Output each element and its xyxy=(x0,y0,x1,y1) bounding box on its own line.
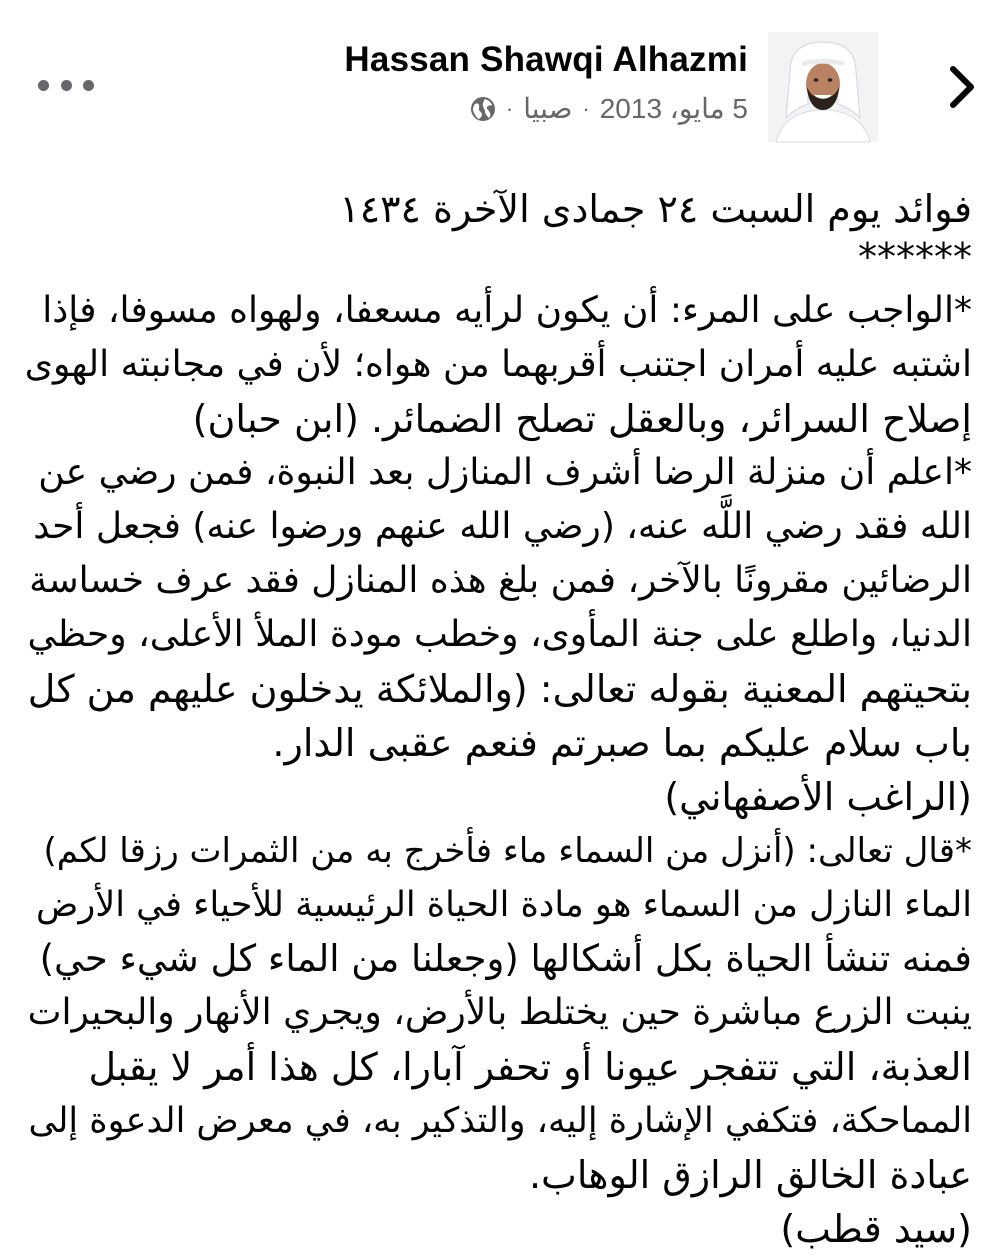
post-header xyxy=(0,0,1006,160)
more-dots-icon xyxy=(38,80,49,91)
post-line: فوائد يوم السبت ٢٤ جمادى الآخرة ١٤٣٤ xyxy=(339,187,972,231)
post-line: *الواجب على المرء: أن يكون لرأيه مسعفا، ولهواه مسوفا، فإذا xyxy=(42,290,972,331)
post-line: الرضائين مقرونًا بالآخر، فمن بلغ هذه المنازل فقد عرف خساسة xyxy=(29,560,972,601)
avatar[interactable] xyxy=(768,32,878,142)
globe-icon xyxy=(470,96,496,122)
post-line: (سيد قطب) xyxy=(780,1207,972,1251)
chevron-right-icon xyxy=(947,65,977,109)
post-line: ****** xyxy=(858,235,972,279)
profile-photo xyxy=(768,32,878,142)
post-line: باب سلام عليكم بما صبرتم فنعم عقبى الدار. xyxy=(272,721,972,765)
post-line: الدنيا، واطلع على جنة المأوى، وخطب مودة الملأ الأعلى، وحظي xyxy=(27,614,972,655)
post-line: بتحيتهم المعنية بقوله تعالى: (والملائكة يدخلون عليهم من كل xyxy=(27,667,972,711)
post-line: (الراغب الأصفهاني) xyxy=(664,775,972,819)
post-line: فمنه تنشأ الحياة بكل أشكالها (وجعلنا من الماء كل شيء حي) xyxy=(39,937,972,980)
post-line: الماء النازل من السماء هو مادة الحياة الرئيسية للأحياء في الأرض xyxy=(36,885,972,925)
post-date[interactable]: 5 مايو، 2013 xyxy=(599,93,748,124)
post-line: ينبت الزرع مباشرة حين يختلط بالأرض، ويجري الأنهار والبحيرات xyxy=(27,992,972,1033)
post-line: الله فقد رضي اللَّه عنه، (رضي الله عنهم ورضوا عنه) فجعل أحد xyxy=(33,506,972,547)
post-line: العذبة، التي تتفجر عيونا أو تحفر آبارا، كل هذا أمر لا يقبل xyxy=(88,1045,972,1089)
post-line: اشتبه عليه أمران اجتنب أقربهما من هواه؛ لأن في مجانبته الهوى xyxy=(24,344,972,385)
post-meta xyxy=(470,92,748,125)
post-line: *اعلم أن منزلة الرضا أشرف المنازل بعد النبوة، فمن رضي عن xyxy=(38,452,972,493)
separator-dot: · xyxy=(505,95,514,121)
separator-dot: · xyxy=(582,95,590,121)
post-line: إصلاح السرائر، وبالعقل تصلح الضمائر. (ابن حبان) xyxy=(192,397,972,441)
post-location: صبيا xyxy=(523,93,573,124)
more-options-button[interactable] xyxy=(38,70,94,100)
post-line: عبادة الخالق الرازق الوهاب. xyxy=(528,1153,972,1197)
post-line: *قال تعالى: (أنزل من السماء ماء فأخرج به من الثمرات رزقا لكم) xyxy=(43,831,972,871)
post-line: المماحكة، فتكفي الإشارة إليه، والتذكير به، في معرض الدعوة إلى xyxy=(28,1101,972,1141)
back-button[interactable] xyxy=(942,62,982,112)
author-name[interactable]: Hassan Shawqi Alhazmi xyxy=(344,40,748,79)
